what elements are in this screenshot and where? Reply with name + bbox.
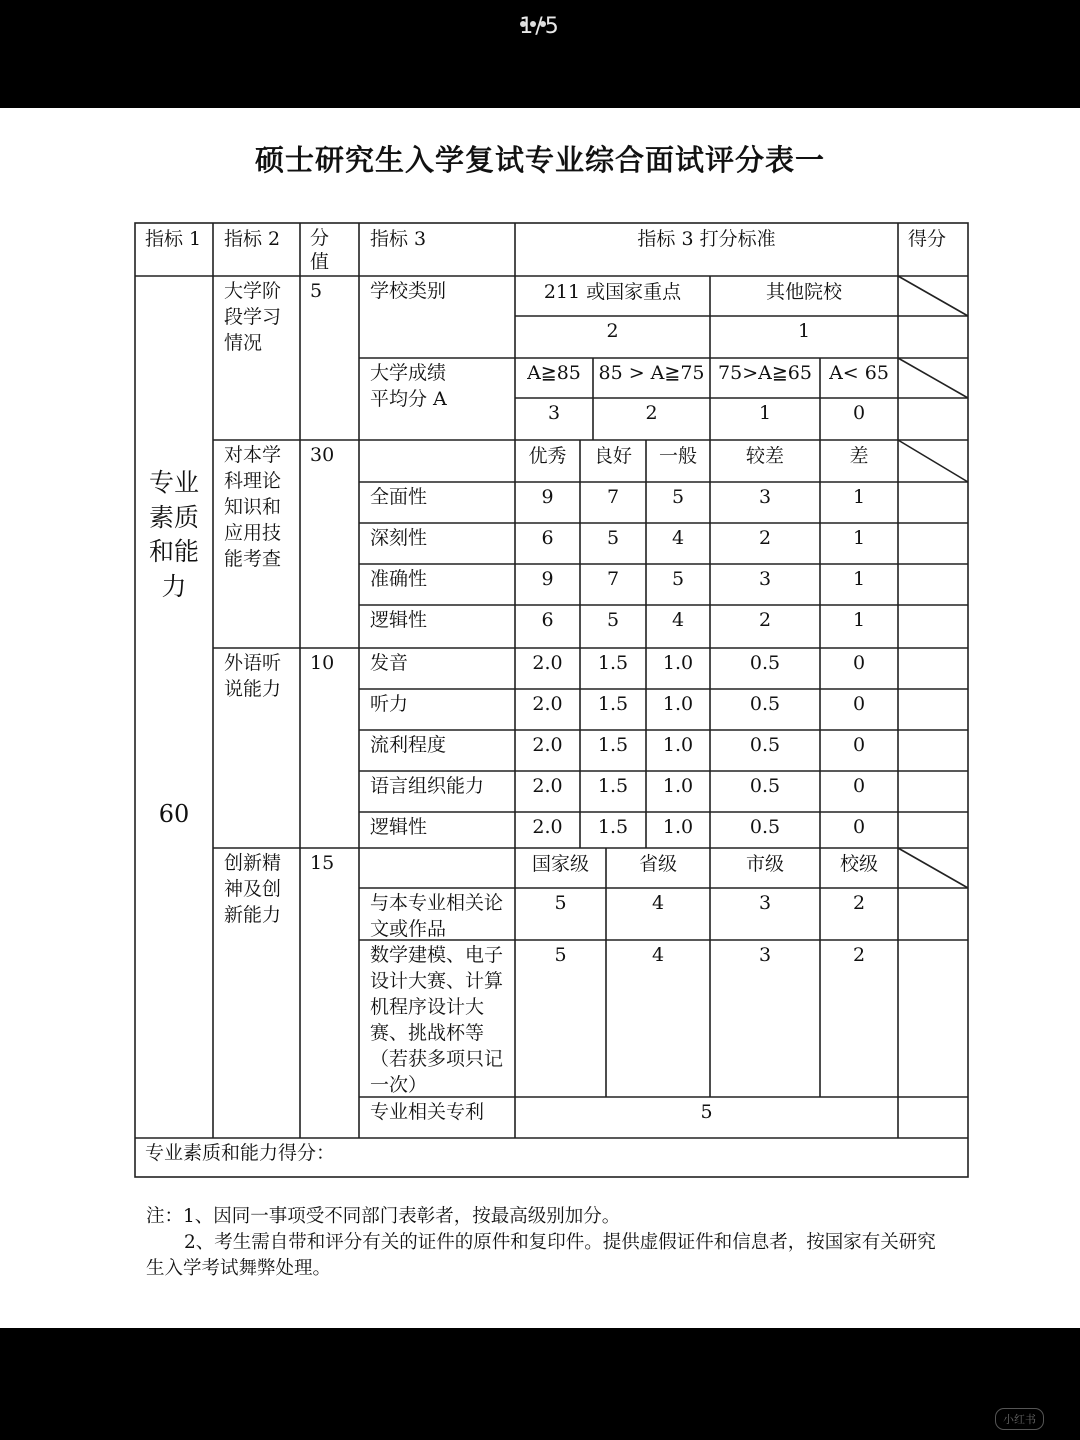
cell: 2 xyxy=(852,892,866,914)
row-label: 流利程度 xyxy=(370,734,447,756)
cell: 2.0 xyxy=(532,652,563,674)
cell: 0.5 xyxy=(749,775,781,797)
sec2-points: 30 xyxy=(310,444,335,466)
cell: 2 xyxy=(758,527,772,549)
cell: 0 xyxy=(852,652,866,674)
gpa-value-3: 1 xyxy=(758,402,772,424)
note-2: 2、考生需自带和评分有关的证件的原件和复印件。提供虚假证件和信息者，按国家有关研究生入学考试舞弊处理。 xyxy=(146,1232,936,1279)
gpa-range-1: A≧85 xyxy=(527,362,581,384)
header-indicator-2: 指标 2 xyxy=(224,228,281,250)
sec1-name: 大学阶段学习情况 xyxy=(224,280,282,354)
header-score: 得分 xyxy=(908,228,947,250)
row-label: 发音 xyxy=(370,652,409,674)
cell: 5 xyxy=(554,892,567,914)
gpa-label: 大学成绩平均分 A xyxy=(370,362,447,410)
cell: 9 xyxy=(541,568,554,590)
cell: 0.5 xyxy=(749,652,781,674)
row-label: 逻辑性 xyxy=(370,609,428,631)
cell: 0 xyxy=(852,775,866,797)
cell: 2.0 xyxy=(532,775,563,797)
cell: 4 xyxy=(671,609,685,631)
level-bad: 差 xyxy=(849,445,869,467)
cell: 7 xyxy=(606,568,620,590)
cell: 4 xyxy=(671,527,685,549)
row-label: 准确性 xyxy=(370,568,428,590)
cell: 4 xyxy=(651,892,665,914)
school-211-value: 2 xyxy=(606,320,619,342)
gpa-value-1: 3 xyxy=(547,402,561,424)
cell: 0 xyxy=(852,693,866,715)
level-good: 良好 xyxy=(593,445,632,467)
cell: 1.5 xyxy=(597,734,629,756)
cell: 1.0 xyxy=(662,816,694,838)
cell: 5 xyxy=(606,609,620,631)
row-label: 逻辑性 xyxy=(370,816,428,838)
cell: 3 xyxy=(758,568,772,590)
cell: 1 xyxy=(852,527,866,549)
cell: 2 xyxy=(758,609,772,631)
cell: 1.0 xyxy=(662,693,694,715)
cell: 1.0 xyxy=(662,734,694,756)
cell: 2.0 xyxy=(532,693,563,715)
row-label: 深刻性 xyxy=(370,527,428,549)
cell: 7 xyxy=(606,486,620,508)
cell: 5 xyxy=(671,568,685,590)
row-label: 语言组织能力 xyxy=(370,775,485,797)
row-label: 与本专业相关论文或作品 xyxy=(370,892,504,940)
cell: 1.0 xyxy=(662,775,694,797)
level-excellent: 优秀 xyxy=(528,445,567,467)
sec3-name: 外语听说能力 xyxy=(224,652,282,700)
row-label: 数学建模、电子设计大赛、计算机程序设计大赛、挑战杯等（若获多项只记一次） xyxy=(370,944,504,1096)
cell: 1 xyxy=(852,568,866,590)
page-title: 硕士研究生入学复试专业综合面试评分表一 xyxy=(254,143,825,177)
cell: 6 xyxy=(541,527,554,549)
cell: 3 xyxy=(758,486,772,508)
cell: 5 xyxy=(700,1101,713,1123)
viewer-bottom-bar xyxy=(0,1328,1080,1440)
row-label: 全面性 xyxy=(370,486,428,508)
cell: 5 xyxy=(554,944,567,966)
sec1-points: 5 xyxy=(310,280,323,302)
cell: 1.5 xyxy=(597,816,629,838)
gpa-value-2: 2 xyxy=(645,402,658,424)
header-indicator-1: 指标 1 xyxy=(145,228,202,250)
cell: 2 xyxy=(852,944,866,966)
cell: 3 xyxy=(758,892,772,914)
header-indicator-3: 指标 3 xyxy=(370,228,427,250)
cell: 3 xyxy=(758,944,772,966)
level-national: 国家级 xyxy=(531,853,589,875)
cell: 2.0 xyxy=(532,734,563,756)
total-score-label: 专业素质和能力得分： xyxy=(145,1142,336,1164)
school-other-value: 1 xyxy=(797,320,811,342)
cell: 1 xyxy=(852,486,866,508)
level-city: 市级 xyxy=(745,853,784,875)
cell: 1.5 xyxy=(597,775,629,797)
level-school: 校级 xyxy=(839,853,878,875)
page-indicator: 1/5 xyxy=(519,14,561,39)
cell: 5 xyxy=(606,527,620,549)
gpa-range-4: A< 65 xyxy=(829,362,889,384)
level-poor: 较差 xyxy=(745,445,784,467)
school-type-label: 学校类别 xyxy=(370,280,447,302)
gpa-range-3: 75>A≧65 xyxy=(718,362,812,384)
cell: 0 xyxy=(852,734,866,756)
level-average: 一般 xyxy=(658,445,697,467)
cell: 0 xyxy=(852,816,866,838)
gpa-value-4: 0 xyxy=(852,402,866,424)
school-other-label: 其他院校 xyxy=(765,281,842,303)
cell: 1.0 xyxy=(662,652,694,674)
school-211-label: 211 或国家重点 xyxy=(543,281,682,303)
gpa-range-2: 85 > A≧75 xyxy=(598,362,705,384)
cell: 4 xyxy=(651,944,665,966)
cell: 0.5 xyxy=(749,816,781,838)
sec2-name: 对本学科理论知识和应用技能考查 xyxy=(224,444,282,570)
cell: 0.5 xyxy=(749,693,781,715)
cell: 6 xyxy=(541,609,554,631)
cell: 5 xyxy=(671,486,685,508)
cell: 1.5 xyxy=(597,693,629,715)
sec4-points: 15 xyxy=(310,852,335,874)
cell: 0.5 xyxy=(749,734,781,756)
sec4-name: 创新精神及创新能力 xyxy=(224,852,282,926)
header-points: 分值 xyxy=(310,227,330,273)
header-criteria: 指标 3 打分标准 xyxy=(637,228,776,250)
sec3-points: 10 xyxy=(310,652,335,674)
row-label: 专业相关专利 xyxy=(370,1101,485,1123)
row-label: 听力 xyxy=(370,693,409,715)
cell: 9 xyxy=(541,486,554,508)
cell: 1.5 xyxy=(597,652,629,674)
cell: 2.0 xyxy=(532,816,563,838)
cell: 1 xyxy=(852,609,866,631)
level-provincial: 省级 xyxy=(638,853,677,875)
watermark-logo: 小红书 xyxy=(995,1408,1044,1430)
category-label: 专业素质和能力 xyxy=(148,468,199,601)
category-total: 60 xyxy=(158,800,190,828)
note-1: 注：1、因同一事项受不同部门表彰者，按最高级别加分。 xyxy=(146,1206,621,1227)
